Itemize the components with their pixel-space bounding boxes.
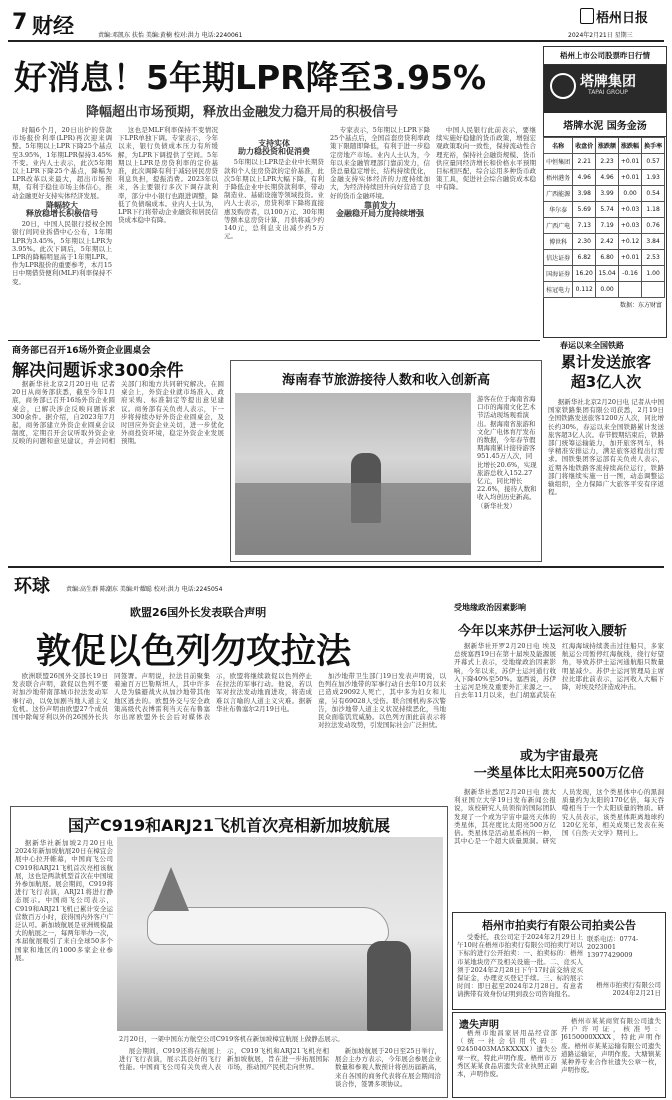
hainan-photo xyxy=(235,393,471,555)
stock-cell: 7.13 xyxy=(573,218,596,234)
section-name: 财经 xyxy=(32,14,74,38)
lost-notice xyxy=(452,1012,666,1098)
stock-header-cell: 换手率 xyxy=(642,138,665,154)
eu-text: 欧洲联盟26国外交部长19日发表联合声明，敦促以色列不要对加沙地带南部城市拉法发动军事行动，以免加剧当地人道主义危机。这份声明由欧盟27个成员国中除匈牙利以外的26国外长共同签署。声明说，拉法目前聚集着逾百万巴勒斯坦人，其中许多人是为躲避战火从加沙地带其他地区逃去的。欧盟外交与安全政策高级代表博雷利当天在布鲁塞尔出席欧盟外长会后对媒体表示，欧盟将继续敦促以色列停止在拉法的军事行动。他说，若以军对拉法发动地面进攻，将造成难以言喻的人道主义灾难。据新华社布鲁塞尔2月19日电。 xyxy=(12,672,312,722)
lead-col4-subhead: 靠前发力 金融稳开局力度持续增强 xyxy=(336,200,424,219)
stock-row xyxy=(544,154,665,170)
auction-text: 受委托，我公司定于2024年2月29日上午10时在梧州市拍卖行有限公司拍卖厅对以下标的进行公开拍卖：一、拍卖标的：梧州市某地块房产及相关设施一批。二、竞买人须于2024年2月28日下午17时前交纳竞买保证金，办理竞买登记手续。三、标的展示时间：即日起至2024年2月28日。有意者请携带有效身份证明到我公司咨询报名。 xyxy=(457,933,583,999)
stock-cell: 华尔泰 xyxy=(544,202,573,218)
stock-row xyxy=(544,250,665,266)
lead-col-2: 这也是MLF利率保持不变情况下LPR单独下调。专家表示，今年以来，银行负债成本压力有所缓解，为LPR下调提供了空间。5年期以上LPR是房贷利率的定价基准，此次调降有利于减轻居民房贷利息负担，提振消费。2023年以来，各主要银行多次下调存款利率，部分中小银行也跟进调整，降低了负债端成本。业内人士认为，LPR下行将带动企业融资和居民信贷成本稳中有降。 xyxy=(118,126,218,225)
page-header xyxy=(8,6,664,40)
stock-box xyxy=(543,46,667,338)
auction-company: 梧州市拍卖行有限公司 2024年2月21日 xyxy=(596,981,661,998)
stock-row xyxy=(544,202,665,218)
lead-col-1: 时隔6个月，20日出炉的贷款市场报价利率(LPR)再次迎来调整。5年期以上LPR下降25个基点至3.95%，1年期LPR保持3.45%不变。业内人士表示，此次5年期以上LPR下降25个基点，降幅为LPR改革以来最大，超出市场预期，有利于稳住市场主体信心，推动金融更好支持实体经济发展。 降幅较大 释放稳增长积极信号 20日，中国人民银行授权全国银行间同业拆借中心公布，1年期LPR为3.45%，5年期以上LPR为3.95%。此次下调后，5年期以上LPR的降幅明显高于1年期LPR。作为LPR报价的重要参考，本月15日中期借贷便利(MLF)利率保持不变。 xyxy=(12,126,112,286)
brand-name: 塔牌集团 xyxy=(580,74,636,90)
stock-cell xyxy=(618,282,641,298)
stock-cell xyxy=(642,282,665,298)
world-section: 环球 xyxy=(14,576,50,597)
blackhole-text: 据新华社悉尼2月20日电 澳大利亚国立大学19日发布新闻公报说，该校研究人员领衔的国际团队发现了一个或为宇宙中最亮天体的类星体，其亮度比太阳亮500万亿倍。类星体是活动星系核的一种，其中心是一个超大质量黑洞。研究人员发现，这个类星体中心的黑洞质量约为太阳的170亿倍，每天吞噬相当于一个太阳质量的物质。研究人员表示，该类星体距离地球约120亿光年，相关成果已发表在英国《自然·天文学》期刊上。 xyxy=(454,788,664,846)
commerce-title: 解决问题诉求300余件 xyxy=(12,361,184,381)
stock-row xyxy=(544,234,665,250)
stock-row xyxy=(544,170,665,186)
issue-date: 2024年2月21日 星期三 xyxy=(568,32,633,39)
tower-logo-icon xyxy=(550,73,576,99)
rail-title: 累计发送旅客 超3亿人次 xyxy=(560,353,651,391)
stock-cell: 0.00 xyxy=(596,282,619,298)
stock-title: 梧州上市公司股票昨日行情 xyxy=(544,47,666,65)
rail-text: 据新华社北京2月20日电 记者从中国国家铁路集团有限公司获悉，2月19日全国铁路发送旅客1200万人次，同比增长约30%，春运以来全国铁路累计发送旅客超3亿人次。春节假期结束后，铁路部门统筹运输能力，加开旅客列车，科学精准安排运力，满足旅客返程出行需求。国铁集团客运部有关负责人表示，近期各地铁路客流持续高位运行，铁路部门将继续实施一日一图，动态调整运输组织，全力保障广大旅客平安有序返程。 xyxy=(548,398,664,497)
blackhole-title: 或为宇宙最亮 一类星体比太阳亮500万亿倍 xyxy=(473,749,645,781)
stock-cell: +0.01 xyxy=(618,170,641,186)
stock-cell: 1.00 xyxy=(642,266,665,282)
suez-title: 今年以来苏伊士运河收入腰斩 xyxy=(458,624,628,639)
brand-banner xyxy=(544,65,666,113)
stock-source: 数据：东方财富 xyxy=(619,302,662,309)
stock-cell: 0.54 xyxy=(642,186,665,202)
eu-text-2: 加沙地带卫生部门19日发表声明说，以色列在加沙地带的军事行动自去年10月以来已造成29092人死亡，其中多为妇女和儿童，另有69028人受伤。联合国机构多次警告，加沙地带人道主义状况持续恶化，当地民众面临饥荒威胁。以色列方面此前表示将对拉法发动攻势，引发国际社会广泛担忧。 xyxy=(318,672,446,730)
stock-cell: +0.03 xyxy=(618,202,641,218)
suez-text: 据新华社开罗2月20日电 埃及总统塞西19日在第十届埃及能源展开幕式上表示，受地缘政治因素影响，今年以来，苏伊士运河通行收入下降40%至50%。塞西说，苏伊士运河是埃及重要外汇来源之一。自去年11月以来，也门胡塞武装在红海海域持续袭击过往船只，多家航运公司暂停红海航线，绕行好望角，导致苏伊士运河通航船只数量明显减少。苏伊士运河管理局主席拉比耶此前表示，运河收入大幅下降，对埃及经济造成冲击。 xyxy=(454,642,664,700)
auction-ad xyxy=(452,912,666,1010)
stock-cell: 信达证券 xyxy=(544,250,573,266)
c919-text-2: 展会期间，C919还将在航展上进行飞行表演，展示其良好的飞行性能。中国商飞公司有关负责人表示，C919飞机和ARJ21飞机亮相新加坡航展，旨在进一步拓展国际市场，推动国产民机走向世界。 xyxy=(119,1047,329,1072)
stock-cell: 博世科 xyxy=(544,234,573,250)
stock-header-cell: 涨跌幅 xyxy=(618,138,641,154)
c919-text: 据新华社新加坡2月20日电 2024年新加坡航展20日在樟宜会展中心拉开帷幕，中国商飞公司C919和ARJ21飞机首次亮相该航展，这也是两款机型首次在中国境外参加航展。展会期间，C919将进行飞行表演，ARJ21将进行静态展示。中国商飞公司表示，C919和ARJ21飞机已累计安全运营数百万小时，获得国内外客户广泛认可。新加坡航展是亚洲规模最大的航展之一，每两年举办一次，本届航展吸引了来自全球50多个国家和地区的1000多家企业参展。 xyxy=(15,839,113,962)
world-staff: 责编:高生群 陈潮东 美编:叶耀聪 校对:洪力 电话:2245054 xyxy=(66,586,223,593)
lead-col-5: 中国人民银行此前表示，要继续实施好稳健的货币政策，增强宏观政策取向一致性，保持流动性合理充裕，保持社会融资规模、货币供应量同经济增长和价格水平预期目标相匹配，综合运用多种货币政策工具，促进社会综合融资成本稳中有降。 xyxy=(436,126,536,192)
staff-line: 责编:邓凯东 扶怡 美编:黄楠 校对:洪力 电话:2240061 xyxy=(98,32,243,39)
lead-col1-subhead: 降幅较大 释放稳增长积极信号 xyxy=(26,200,98,219)
stock-cell: 3.99 xyxy=(596,186,619,202)
lead-col3-subhead: 支持实体 助力稳投资和促消费 xyxy=(238,139,310,157)
stock-cell: 4.96 xyxy=(596,170,619,186)
header-rule xyxy=(8,40,664,42)
photo-crowd xyxy=(235,483,471,555)
stock-cell: 梧州港务 xyxy=(544,170,573,186)
stock-header-cell: 涨跌额 xyxy=(596,138,619,154)
hainan-box xyxy=(230,360,542,562)
c919-caption: 2月20日，一架中国东方航空公司C919客机在新加坡樟宜航展上做静态展示。 xyxy=(119,1035,344,1043)
paper-logo: 梧州日报 xyxy=(596,11,649,26)
brand-english: TAPAI GROUP xyxy=(588,89,628,96)
c919-text-3: 新加坡航展于20日至25日举行，展会主办方表示，今年展会参展企业数量和参观人数预计将创历届新高，来自各国的商务代表将在展会期间洽谈合作，签署多项协议。 xyxy=(335,1047,441,1088)
hainan-caption: 游客在位于海南省海口市的海南文化艺术节活动现场观看演出。据海南省旅游和文化广电体育厅发布的数据，今年春节假期海南累计接待游客951.45万人次，同比增长20.6%，实现旅游总收入152.27亿元，同比增长22.6%，接待人数和收入均创历史新高。（新华社发） xyxy=(477,395,537,510)
stock-cell: +0.01 xyxy=(618,250,641,266)
stock-row xyxy=(544,282,665,298)
stock-cell: 0.112 xyxy=(573,282,596,298)
stock-cell: 中恒集团 xyxy=(544,154,573,170)
stock-cell: 16.20 xyxy=(573,266,596,282)
stock-cell: 2.30 xyxy=(573,234,596,250)
suez-kicker: 受地缘政治因素影响 xyxy=(454,603,526,612)
photo-tail xyxy=(153,867,189,911)
stock-cell: 1.93 xyxy=(642,170,665,186)
stock-cell: 广西能源 xyxy=(544,186,573,202)
lead-subhead: 降幅超出市场预期，释放出金融发力稳开局的积极信号 xyxy=(86,105,399,120)
stock-cell: 15.04 xyxy=(596,266,619,282)
stock-table xyxy=(543,137,665,298)
lead-col-3: 支持实体 助力稳投资和促消费 5年期以上LPR是企业中长期贷款和个人住房贷款的定价基准，此次5年期以上LPR大幅下降，有利于降低企业中长期贷款利率，带动制造业、基础设施等领域投资。业内人士表示，房贷利率下降将直接惠及购房者，以100万元、30年期等额本息房贷计算，月供将减少约140元，总利息支出减少约5万元。 xyxy=(224,139,324,241)
stock-cell: 6.82 xyxy=(573,250,596,266)
stock-row xyxy=(544,218,665,234)
lead-col-4: 专家表示，5年期以上LPR下降25个基点后，全国首套房贷利率政策下限随即降低，有利于进一步稳定房地产市场。业内人士认为，今年以来金融管理部门靠前发力，信贷总量稳定增长，结构持续优化，金融支持实体经济的力度持续加大，为经济持续回升向好营造了良好的货币金融环境。 靠前发力 金融稳开局力度持续增强 xyxy=(330,126,430,219)
lost-text: 梧州市地昌家居用品经营部（统一社会信用代码：92450403MA5KXXXX）遗失公章一枚，特此声明作废。梧州市万秀区某某食品店遗失营业执照正副本，声明作废。 xyxy=(457,1029,557,1079)
stock-header-cell: 收盘价 xyxy=(573,138,596,154)
stock-row xyxy=(544,266,665,282)
stock-cell: +0.01 xyxy=(618,154,641,170)
eu-kicker: 欧盟26国外长发表联合声明 xyxy=(130,606,267,619)
stock-row xyxy=(544,186,665,202)
stock-cell: 0.00 xyxy=(618,186,641,202)
stock-cell: 5.69 xyxy=(573,202,596,218)
stock-cell: +0.12 xyxy=(618,234,641,250)
stock-cell: 桂冠电力 xyxy=(544,282,573,298)
stock-cell: 3.84 xyxy=(642,234,665,250)
stock-cell: 2.23 xyxy=(596,154,619,170)
stock-cell: 广西广电 xyxy=(544,218,573,234)
photo-aircraft xyxy=(147,907,389,945)
section-divider xyxy=(8,566,664,568)
stock-cell: 5.74 xyxy=(596,202,619,218)
rail-kicker: 春运以来全国铁路 xyxy=(560,341,624,350)
eu-title: 敦促以色列勿攻拉法 xyxy=(36,632,352,672)
stock-cell: 1.18 xyxy=(642,202,665,218)
stock-cell: 4.96 xyxy=(573,170,596,186)
stock-cell: 7.19 xyxy=(596,218,619,234)
stock-cell: 国海证券 xyxy=(544,266,573,282)
stock-cell: 2.53 xyxy=(642,250,665,266)
stock-cell: 3.98 xyxy=(573,186,596,202)
lead-bottom-rule xyxy=(8,340,540,341)
hainan-title: 海南春节旅游接待人数和收入创新高 xyxy=(281,373,490,388)
stock-cell: 2.42 xyxy=(596,234,619,250)
newspaper-logo-icon xyxy=(580,8,594,24)
auction-contact: 联系电话：0774-2023001 13977429009 xyxy=(587,935,639,960)
stock-cell: +0.03 xyxy=(618,218,641,234)
photo-photographer xyxy=(367,941,411,1031)
c919-photo xyxy=(117,837,443,1031)
c919-box xyxy=(10,806,448,1098)
stock-cell: -0.16 xyxy=(618,266,641,282)
stock-cell: 6.80 xyxy=(596,250,619,266)
auction-title: 梧州市拍卖行有限公司拍卖公告 xyxy=(482,919,636,932)
commerce-text: 据新华社北京2月20日电 记者20日从商务部获悉，截至今年1月底，商务部已召开16场外资企业圆桌会，已解决涉企反映问题诉求300余件。据介绍，自2023年7月起，商务部建立外资企业圆桌会议制度，定期召开会议听取外资企业反映的问题和意见建议，并会同相关部门和地方共同研究解决。在圆桌会上，外资企业就市场准入、政府采购、标准制定等提出意见建议。商务部有关负责人表示，下一步将持续办好外资企业圆桌会，及时回应外资企业关切，进一步优化外商投资环境，稳定外资企业发展预期。 xyxy=(12,380,224,446)
lead-headline: 好消息！5年期LPR降至3.95% xyxy=(14,58,487,97)
lost-text-2: 梧州市某某商贸有限公司遗失开户许可证，核准号：J6150000XXXX，特此声明作废。梧州市某某运输有限公司遗失道路运输证，声明作废。大塘镇某某种养专业合作社遗失公章一枚，声明作废。 xyxy=(561,1017,661,1075)
stock-header-cell: 名称 xyxy=(544,138,573,154)
c919-title: 国产C919和ARJ21飞机首次亮相新加坡航展 xyxy=(67,816,391,835)
stock-cell: 0.57 xyxy=(642,154,665,170)
lost-title: 遗失声明 xyxy=(459,1020,499,1031)
commerce-kicker: 商务部已召开16场外资企业圆桌会 xyxy=(12,346,151,356)
stock-cell: 0.76 xyxy=(642,218,665,234)
page-number: 7 xyxy=(12,10,28,35)
stock-cell: 2.21 xyxy=(573,154,596,170)
brand-slogan: 塔牌水泥 国务金汤 xyxy=(544,113,666,137)
